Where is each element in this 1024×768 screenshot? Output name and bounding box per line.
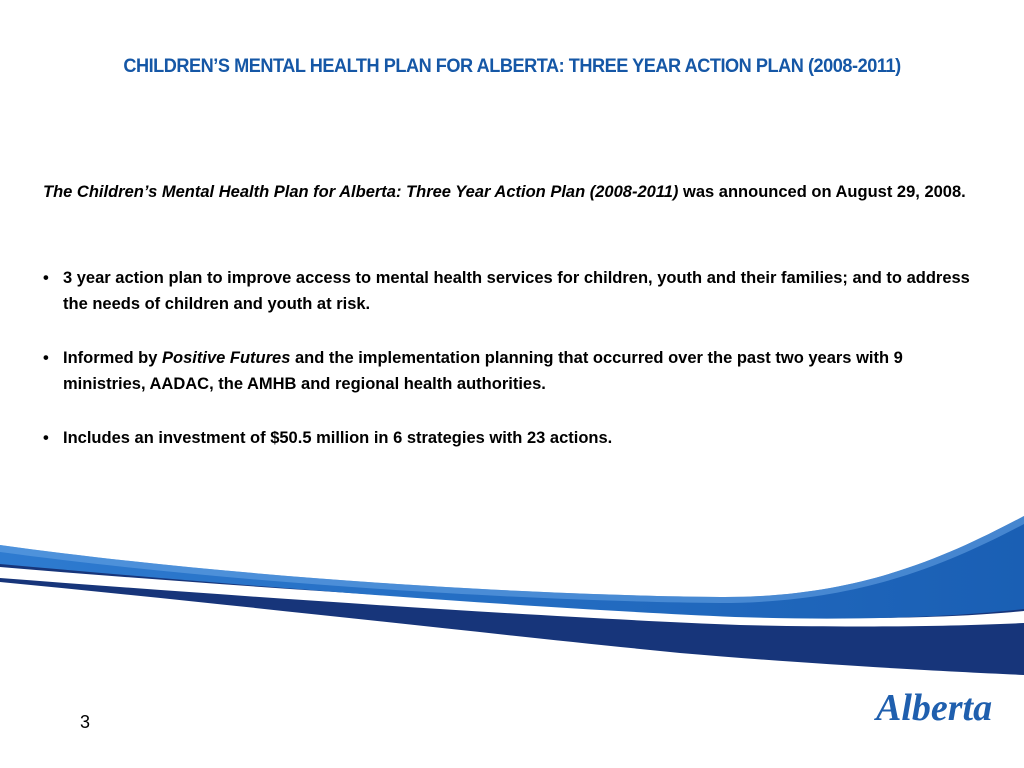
intro-rest: was announced on August 29, 2008. [678, 183, 966, 201]
bullet-item [43, 265, 978, 317]
bullet-text-before: Informed by [63, 349, 163, 367]
alberta-logo [874, 682, 992, 728]
bullet-dot-icon: • [43, 269, 49, 287]
page-number: 3 [80, 712, 91, 732]
bullet-dot-icon: • [43, 429, 49, 447]
bullet-text: Includes an investment of $50.5 million in 6 strategies with 23 actions. [63, 429, 613, 447]
bullet-list [43, 265, 978, 451]
bullet-item [43, 345, 978, 397]
slide-title: CHILDREN’S MENTAL HEALTH PLAN FOR ALBERTA: THREE YEAR ACTION PLAN (2008-2011) [123, 55, 901, 77]
alberta-logo-wordmark: Alberta [876, 687, 992, 728]
bullet-dot-icon: • [43, 349, 49, 367]
positive-futures-italic: Positive Futures [162, 349, 291, 367]
bullet-text: 3 year action plan to improve access to mental health services for children, youth and their families; and to address the needs of children and youth at risk. [63, 269, 970, 313]
decorative-swoosh [0, 505, 1024, 675]
bullet-text-after: and the implementation planning that occurred over the past two years with 9 ministries, AADAC, the AMHB and regional health authorities. [63, 349, 903, 393]
plan-title-italic: The Children’s Mental Health Plan for Alberta: Three Year Action Plan (2008-2011) [43, 183, 679, 201]
intro-paragraph [43, 178, 978, 207]
bullet-item [43, 425, 978, 451]
